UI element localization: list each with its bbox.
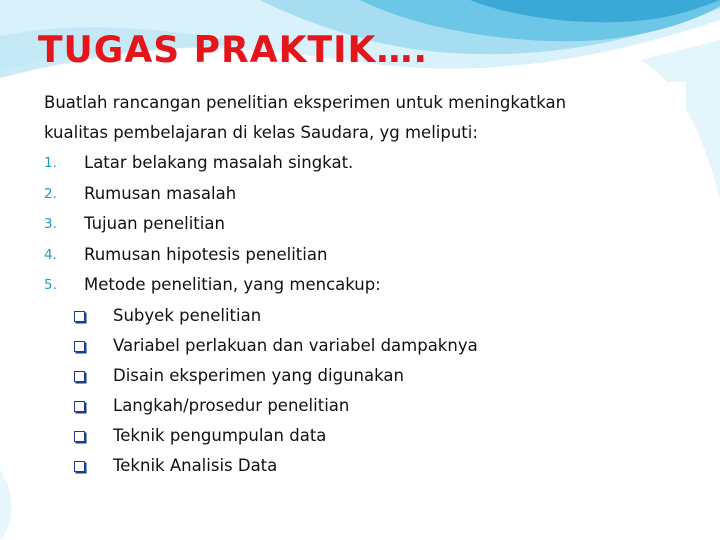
number-marker: 2. [44,185,57,202]
sub-item-text: Disain eksperimen yang digunakan [113,365,404,385]
numbered-item-text: Latar belakang masalah singkat. [84,153,354,172]
checkbox-square-icon [74,371,85,382]
checkbox-square-icon [74,401,85,412]
sub-list-item [44,361,684,391]
sub-item-text: Variabel perlakuan dan variabel dampaknya [113,335,478,355]
numbered-item [44,148,684,179]
method-sub-list [44,301,684,482]
sub-list-item [44,331,684,361]
numbered-item [44,179,684,210]
sub-list-item [44,451,684,481]
numbered-item-text: Tujuan penelitian [84,214,225,233]
sub-item-text: Langkah/prosedur penelitian [113,396,350,416]
intro-line-2: kualitas pembelajaran di kelas Saudara, yg meliputi: [44,123,478,142]
numbered-item [44,240,684,271]
checkbox-square-icon [74,311,85,322]
slide-body [44,88,684,482]
numbered-item-text: Rumusan masalah [84,183,237,203]
intro-paragraph [44,88,684,148]
number-marker: 3. [44,216,57,232]
checkbox-square-icon [74,461,85,472]
sub-list-item [44,421,684,451]
sub-item-text: Teknik Analisis Data [113,456,278,476]
checkbox-square-icon [74,431,85,442]
slide-title: TUGAS PRAKTIK…. [38,29,429,72]
sub-list-item [44,301,684,331]
checkbox-square-icon [74,341,85,352]
numbered-item-text: Metode penelitian, yang mencakup: [84,275,381,294]
numbered-item [44,209,684,240]
sub-item-text: Teknik pengumpulan data [113,426,327,446]
number-marker: 4. [44,246,57,263]
number-marker: 5. [44,277,57,293]
numbered-item-text: Rumusan hipotesis penelitian [84,244,328,264]
numbered-item [44,270,684,301]
sub-item-text: Subyek penelitian [113,305,262,325]
intro-line-1: Buatlah rancangan penelitian eksperimen untuk meningkatkan [44,93,567,112]
numbered-list [44,148,684,301]
sub-list-item [44,391,684,421]
number-marker: 1. [44,155,57,171]
